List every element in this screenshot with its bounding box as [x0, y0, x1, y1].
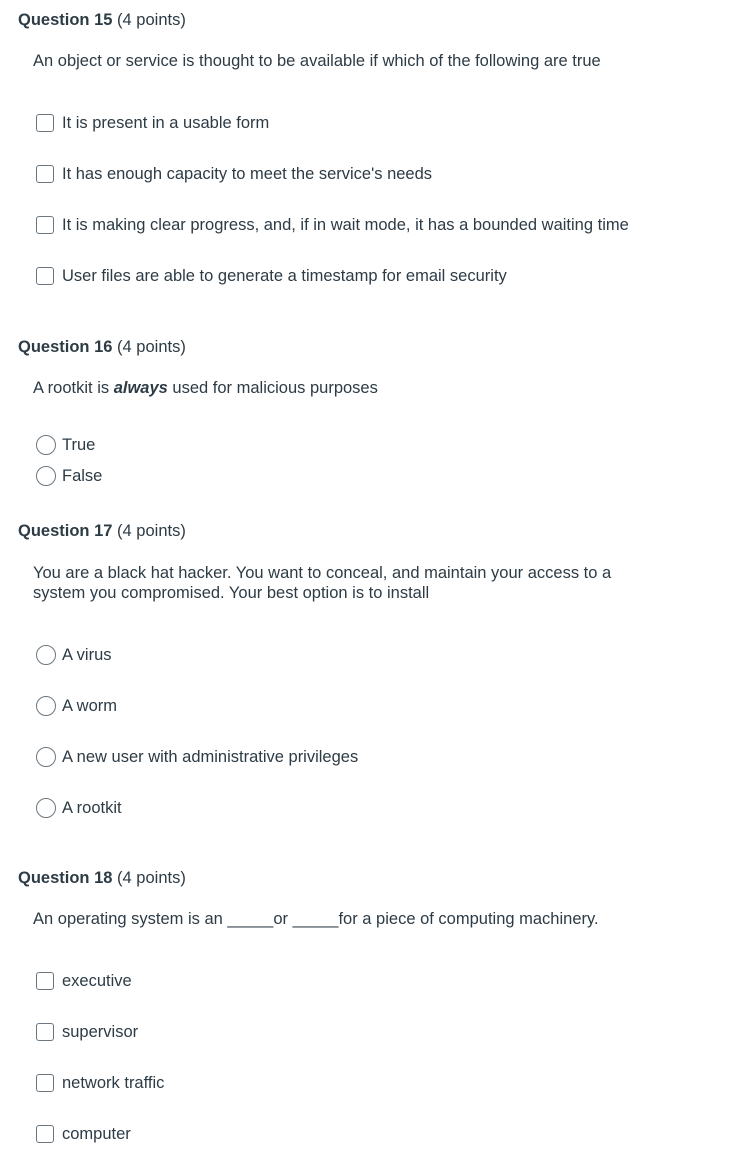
question-16-prompt [33, 378, 653, 398]
checkbox[interactable] [36, 114, 54, 132]
question-15-title [18, 10, 186, 30]
question-15-prompt: An object or service is thought to be available if which of the following are true [33, 52, 601, 70]
question-points: (4 points) [117, 11, 186, 29]
option-label: A worm [62, 697, 118, 715]
question-17-option-1[interactable] [36, 644, 112, 666]
question-16-option-true[interactable] [36, 434, 95, 456]
question-17-option-4[interactable] [36, 797, 122, 819]
question-points: (4 points) [117, 338, 186, 356]
question-15-option-4[interactable] [36, 265, 507, 287]
checkbox[interactable] [36, 216, 54, 234]
option-label: True [62, 436, 96, 454]
option-label: User files are able to generate a timestamp for email security [62, 267, 507, 285]
question-18-option-3[interactable] [36, 1072, 164, 1094]
radio-button[interactable] [36, 696, 56, 716]
question-18-prompt: An operating system is an _____or _____for a piece of computing machinery. [33, 910, 599, 928]
option-label: executive [62, 972, 132, 990]
question-15-option-3[interactable] [36, 214, 629, 236]
question-18-option-1[interactable] [36, 970, 132, 992]
option-label: computer [62, 1125, 131, 1143]
question-points: (4 points) [117, 522, 186, 540]
radio-button[interactable] [36, 798, 56, 818]
question-number: Question 15 [18, 11, 113, 29]
question-17-option-3[interactable] [36, 746, 358, 768]
option-label: supervisor [62, 1023, 139, 1041]
option-label: A rootkit [62, 799, 122, 817]
option-label: It has enough capacity to meet the service's needs [62, 165, 433, 183]
checkbox[interactable] [36, 1074, 54, 1092]
radio-button[interactable] [36, 747, 56, 767]
checkbox[interactable] [36, 165, 54, 183]
question-17-option-2[interactable] [36, 695, 117, 717]
prompt-emphasis: always [113, 379, 168, 397]
checkbox[interactable] [36, 972, 54, 990]
option-label: network traffic [62, 1074, 165, 1092]
prompt-text: A rootkit is [33, 379, 114, 397]
checkbox[interactable] [36, 267, 54, 285]
question-number: Question 17 [18, 522, 113, 540]
prompt-text: used for malicious purposes [167, 379, 378, 397]
question-17-prompt: You are a black hat hacker. You want to conceal, and maintain your access to a system you compromised. Your best option is to install [33, 564, 612, 602]
option-label: A new user with administrative privileges [62, 748, 359, 766]
option-label: It is present in a usable form [62, 114, 270, 132]
option-label: False [62, 467, 103, 485]
radio-button[interactable] [36, 466, 56, 486]
question-16-title [18, 337, 186, 357]
question-16-option-false[interactable] [36, 465, 102, 487]
radio-button[interactable] [36, 645, 56, 665]
question-points: (4 points) [117, 869, 186, 887]
question-15-option-1[interactable] [36, 112, 269, 134]
option-label: It is making clear progress, and, if in wait mode, it has a bounded waiting time [62, 216, 629, 234]
question-number: Question 18 [18, 869, 113, 887]
question-18-option-4[interactable] [36, 1123, 131, 1145]
option-label: A virus [62, 646, 112, 664]
question-18-option-2[interactable] [36, 1021, 138, 1043]
question-15-option-2[interactable] [36, 163, 432, 185]
question-number: Question 16 [18, 338, 113, 356]
radio-button[interactable] [36, 435, 56, 455]
question-17-title [18, 521, 186, 541]
checkbox[interactable] [36, 1125, 54, 1143]
question-18-title [18, 868, 186, 888]
checkbox[interactable] [36, 1023, 54, 1041]
